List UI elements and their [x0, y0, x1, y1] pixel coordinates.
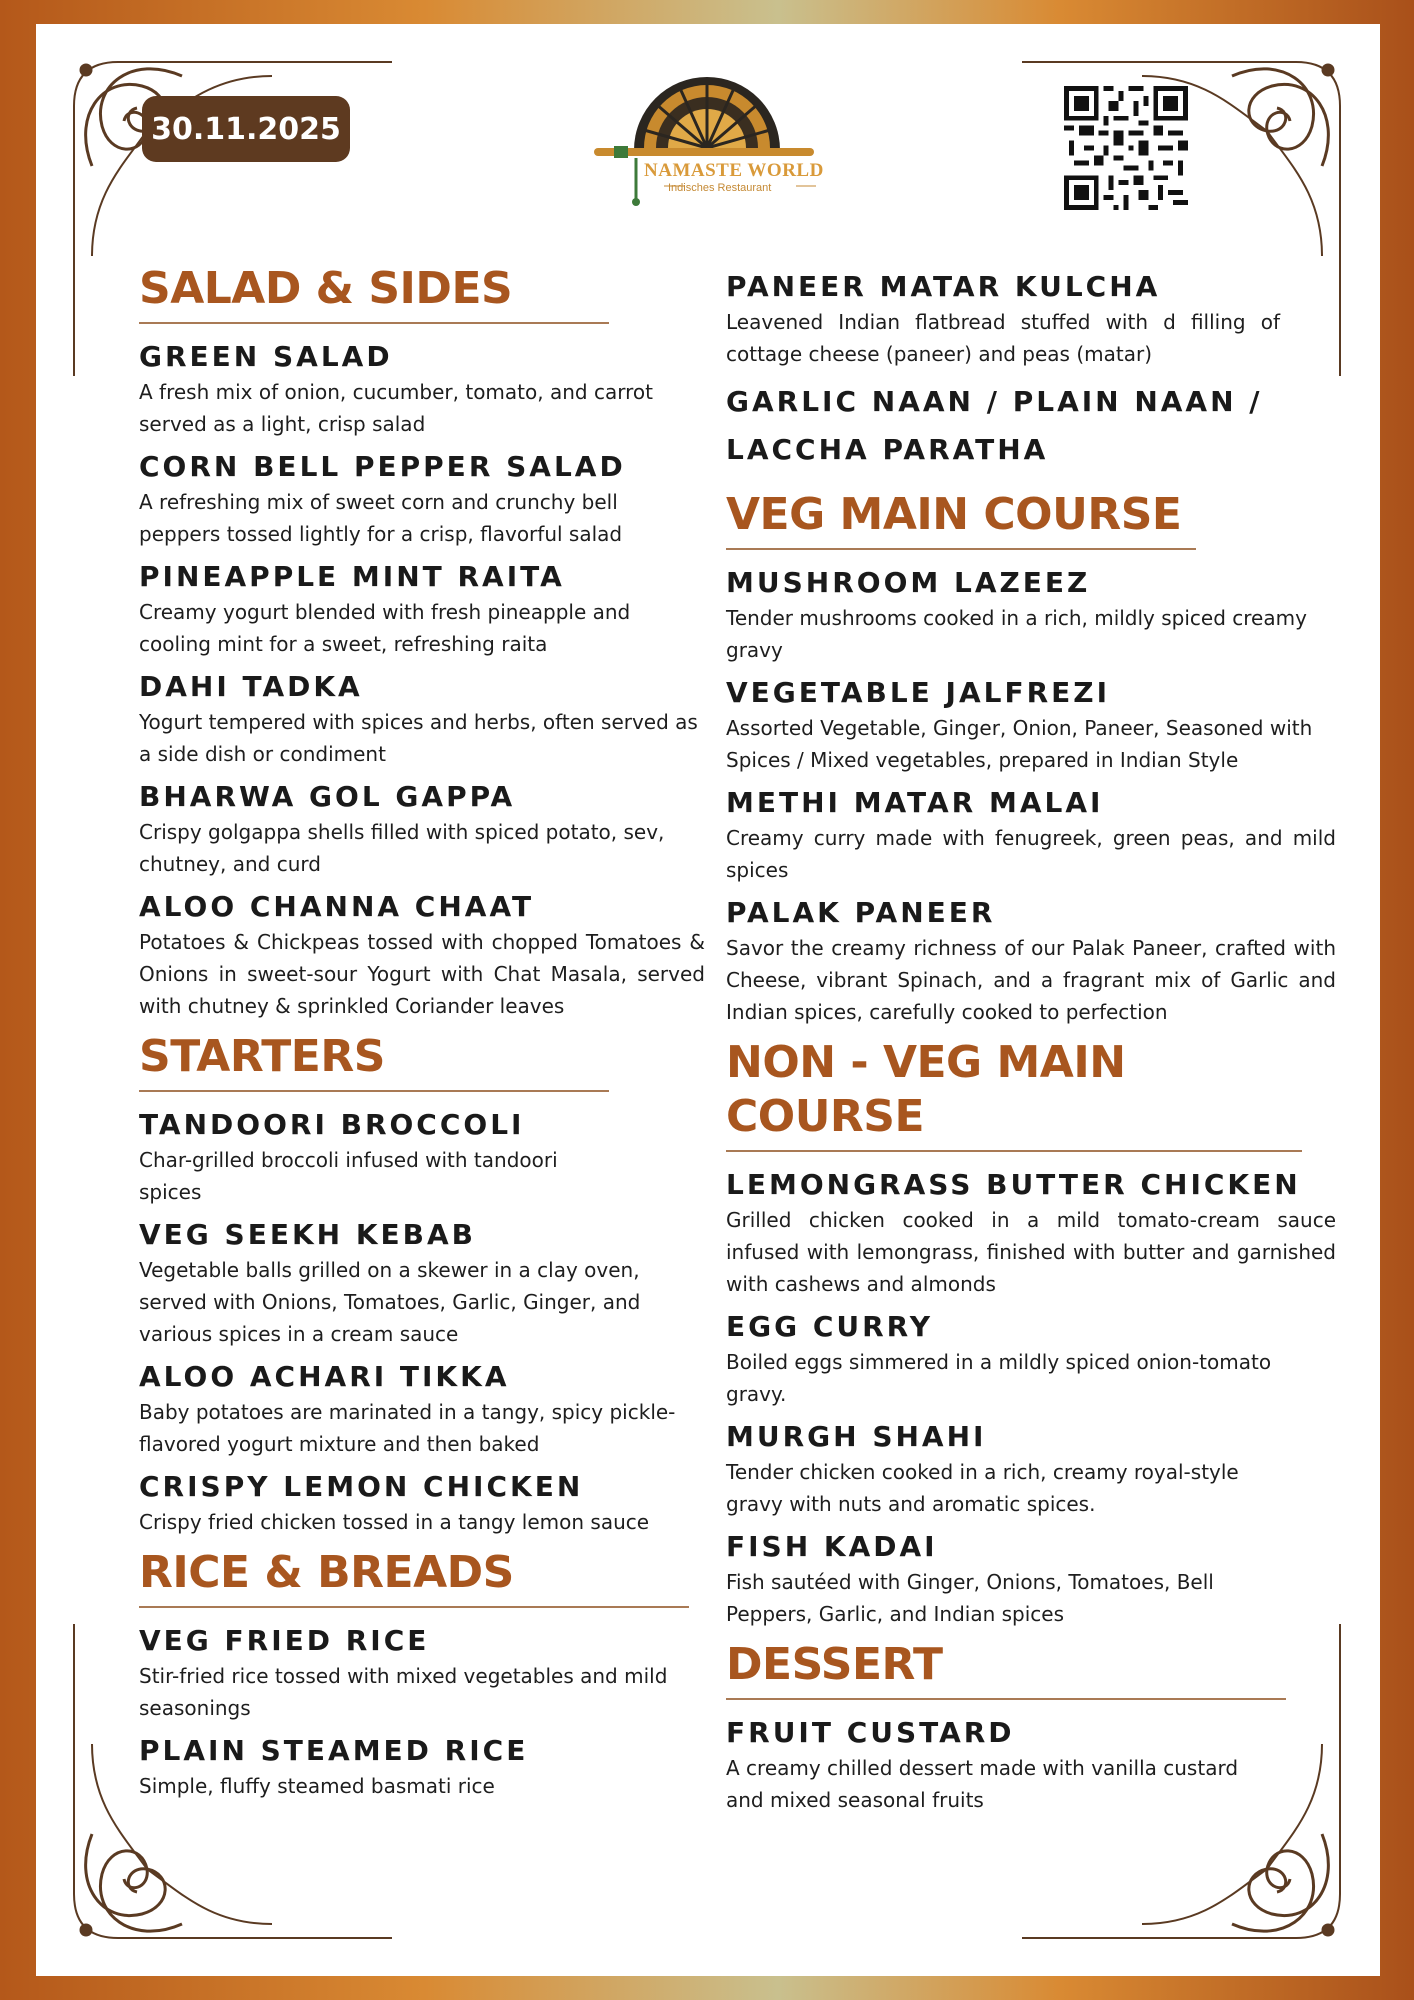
menu-item-desc: Tender chicken cooked in a rich, creamy royal-style gravy with nuts and aromatic spices. — [726, 1460, 1239, 1516]
menu-item-desc: A creamy chilled dessert made with vanilla custard and mixed seasonal fruits — [726, 1756, 1239, 1812]
menu-item-name: PLAIN STEAMED RICE — [139, 1734, 529, 1767]
menu-item-name: CORN BELL PEPPER SALAD — [139, 450, 626, 483]
menu-item-name: EGG CURRY — [726, 1310, 933, 1343]
menu-item-name: VEG FRIED RICE — [139, 1624, 430, 1657]
menu-item-desc: Creamy curry made with fenugreek, green peas, and mild spices — [726, 826, 1336, 882]
section-veg-main — [726, 488, 1336, 1028]
menu-item-desc: Crispy golgappa shells filled with spiced potato, sev, chutney, and curd — [139, 820, 665, 876]
menu-item-desc: Vegetable balls grilled on a skewer in a clay oven, served with Onions, Tomatoes, Garlic, Ginger, and various spices in a cream sauce — [139, 1258, 641, 1346]
section-dessert — [726, 1638, 1336, 1816]
menu-item-desc: Baby potatoes are marinated in a tangy, spicy pickle-flavored yogurt mixture and then baked — [139, 1400, 676, 1456]
menu-item-desc: A fresh mix of onion, cucumber, tomato, and carrot served as a light, crisp salad — [139, 380, 653, 436]
section-rice-breads — [139, 1546, 705, 1802]
menu-right-column — [726, 268, 1336, 1824]
menu-item-desc: Simple, fluffy steamed basmati rice — [139, 1774, 495, 1798]
section-nonveg-main — [726, 1036, 1336, 1630]
menu-item-name: FISH KADAI — [726, 1530, 938, 1563]
menu-item-name: FRUIT CUSTARD — [726, 1716, 1015, 1749]
section-title: STARTERS — [139, 1030, 609, 1092]
menu-item-desc: Savor the creamy richness of our Palak Paneer, crafted with Cheese, vibrant Spinach, and a fragrant mix of Garlic and Indian spices, carefully cooked to perfection — [726, 936, 1336, 1024]
menu-item-name: ALOO CHANNA CHAAT — [139, 890, 535, 923]
menu-item-name: BHARWA GOL GAPPA — [139, 780, 516, 813]
menu-item-desc: A refreshing mix of sweet corn and crunchy bell peppers tossed lightly for a crisp, flavorful salad — [139, 490, 623, 546]
menu-item-desc: Leavened Indian flatbread stuffed with d filling of cottage cheese (paneer) and peas (matar) — [726, 310, 1280, 366]
menu-item-desc: Yogurt tempered with spices and herbs, often served as a side dish or condiment — [139, 710, 698, 766]
section-title: NON - VEG MAIN COURSE — [726, 1036, 1302, 1152]
menu-item-name: GARLIC NAAN / PLAIN NAAN / LACCHA PARATHA — [726, 385, 1263, 466]
qr-code-icon[interactable] — [1064, 86, 1188, 210]
menu-item-name: MURGH SHAHI — [726, 1420, 987, 1453]
logo-title: NAMASTE WORLD — [644, 160, 824, 181]
menu-item-name: PALAK PANEER — [726, 896, 996, 929]
menu-item-name: VEGETABLE JALFREZI — [726, 676, 1111, 709]
menu-left-column — [139, 262, 705, 1810]
menu-item-name: GREEN SALAD — [139, 340, 393, 373]
menu-item-desc: Boiled eggs simmered in a mildly spiced onion-tomato gravy. — [726, 1350, 1272, 1406]
menu-item-desc: Char-grilled broccoli infused with tandoori spices — [139, 1148, 558, 1204]
menu-item-desc: Tender mushrooms cooked in a rich, mildly spiced creamy gravy — [726, 606, 1307, 662]
section-title: DESSERT — [726, 1638, 1286, 1700]
section-title: VEG MAIN COURSE — [726, 488, 1196, 550]
section-starters — [139, 1030, 705, 1538]
menu-item-desc: Crispy fried chicken tossed in a tangy lemon sauce — [139, 1510, 650, 1534]
section-title: SALAD & SIDES — [139, 262, 609, 324]
menu-item-name: DAHI TADKA — [139, 670, 363, 703]
menu-item-name: METHI MATAR MALAI — [726, 786, 1104, 819]
menu-item-name: ALOO ACHARI TIKKA — [139, 1360, 510, 1393]
menu-item-desc: Grilled chicken cooked in a mild tomato-cream sauce infused with lemongrass, finished with butter and garnished with cashews and almonds — [726, 1208, 1336, 1296]
menu-item-desc: Stir-fried rice tossed with mixed vegetables and mild seasonings — [139, 1664, 668, 1720]
menu-item-name: CRISPY LEMON CHICKEN — [139, 1470, 584, 1503]
menu-item-name: LEMONGRASS BUTTER CHICKEN — [726, 1168, 1301, 1201]
menu-item-desc: Fish sautéed with Ginger, Onions, Tomatoes, Bell Peppers, Garlic, and Indian spices — [726, 1570, 1214, 1626]
menu-item-desc: Assorted Vegetable, Ginger, Onion, Paneer, Seasoned with Spices / Mixed vegetables, prepared in Indian Style — [726, 716, 1313, 772]
section-title: RICE & BREADS — [139, 1546, 689, 1608]
section-breads-continued — [726, 268, 1336, 474]
menu-item-desc: Creamy yogurt blended with fresh pineapple and cooling mint for a sweet, refreshing raita — [139, 600, 631, 656]
menu-item-name: TANDOORI BROCCOLI — [139, 1108, 525, 1141]
menu-item-desc: Potatoes & Chickpeas tossed with chopped Tomatoes & Onions in sweet-sour Yogurt with Chat Masala, served with chutney & sprinkled Coriander leaves — [139, 930, 705, 1018]
date-badge: 30.11.2025 — [142, 96, 350, 162]
menu-item-name: PINEAPPLE MINT RAITA — [139, 560, 565, 593]
menu-item-name: MUSHROOM LAZEEZ — [726, 566, 1091, 599]
menu-item-name: PANEER MATAR KULCHA — [726, 270, 1161, 303]
restaurant-logo — [584, 60, 830, 210]
menu-item-name: VEG SEEKH KEBAB — [139, 1218, 477, 1251]
section-salad-sides — [139, 262, 705, 1022]
logo-subtitle: Indisches Restaurant — [668, 182, 772, 194]
